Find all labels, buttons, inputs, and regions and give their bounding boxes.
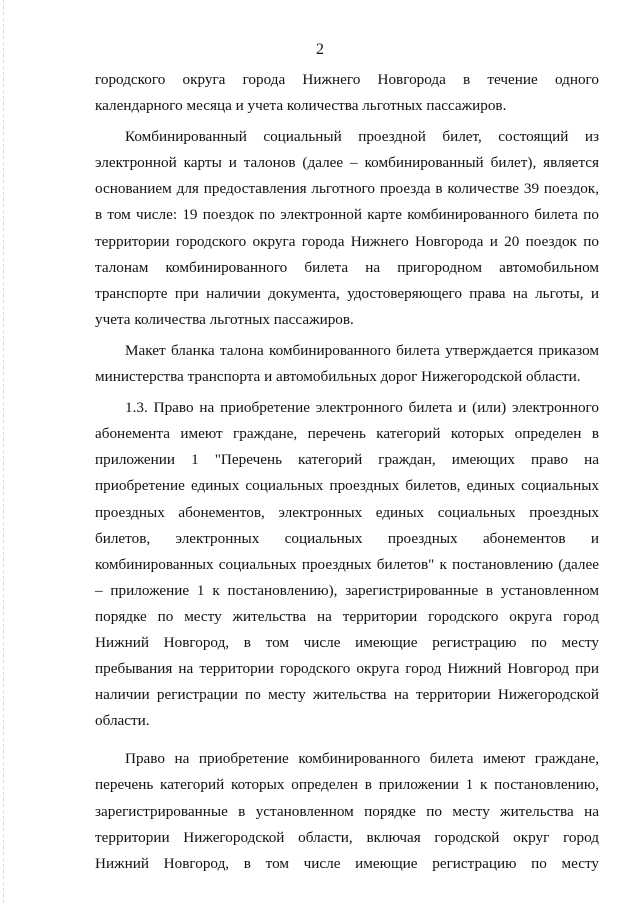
text-line: транспорте при наличии документа, удостоверяющего права на льготы, и xyxy=(95,284,599,302)
text-line: перечень категорий которых определен в приложении 1 к постановлению, xyxy=(95,776,599,794)
text-line: в том числе: 19 поездок по электронной карте комбинированного билета по xyxy=(95,206,599,224)
text-line: территории Нижегородской области, включая городской округ город xyxy=(95,828,599,846)
text-line: порядке по месту жительства на территории городского округа город xyxy=(95,607,599,625)
text-line: – приложение 1 к постановлению), зарегистрированные в установленном xyxy=(95,581,599,599)
text-line: Право на приобретение комбинированного билета имеют граждане, xyxy=(125,750,599,768)
text-line: Нижний Новгород, в том числе имеющие регистрацию по месту xyxy=(95,633,599,651)
text-line: абонемента имеют граждане, перечень категорий которых определен в xyxy=(95,425,599,443)
text-line: министерства транспорта и автомобильных дорог Нижегородской области. xyxy=(95,368,581,386)
text-line: талонам комбинированного билета на пригородном автомобильном xyxy=(95,258,599,276)
text-line: Нижний Новгород, в том числе имеющие регистрацию по месту xyxy=(95,854,599,872)
text-line: учета количества льготных пассажиров. xyxy=(95,310,354,328)
text-line: пребывания на территории городского округа город Нижний Новгород при xyxy=(95,660,599,678)
text-line: 1.3. Право на приобретение электронного билета и (или) электронного xyxy=(125,399,599,417)
text-line: городского округа города Нижнего Новгорода в течение одного xyxy=(95,71,599,88)
text-line: календарного месяца и учета количества льготных пассажиров. xyxy=(95,97,507,115)
page-number: 2 xyxy=(316,41,324,58)
text-line: области. xyxy=(95,712,150,730)
text-line: Комбинированный социальный проездной билет, состоящий из xyxy=(125,128,599,146)
paragraph xyxy=(95,67,599,119)
text-line: проездных абонементов, электронных единых социальных проездных xyxy=(95,503,599,521)
text-line: Макет бланка талона комбинированного билета утверждается приказом xyxy=(125,341,599,359)
text-line: приобретение единых социальных проездных билетов, единых социальных xyxy=(95,477,599,495)
text-line: наличии регистрации по месту жительства на территории Нижегородской xyxy=(95,686,599,704)
scan-edge-line xyxy=(3,0,4,905)
text-line: зарегистрированные в установленном порядке по месту жительства на xyxy=(95,802,599,820)
paragraph xyxy=(95,338,599,390)
text-line: основанием для предоставления льготного проезда в количестве 39 поездок, xyxy=(95,180,599,198)
document-body xyxy=(95,67,599,877)
text-line: билетов, электронных социальных проездных абонементов и xyxy=(95,529,599,547)
text-line: комбинированных социальных проездных билетов" к постановлению (далее xyxy=(95,555,599,573)
paragraph xyxy=(95,124,599,333)
paragraph xyxy=(95,395,599,734)
text-line: приложении 1 "Перечень категорий граждан, имеющих право на xyxy=(95,451,599,469)
text-line: электронной карты и талонов (далее – комбинированный билет), является xyxy=(95,154,599,172)
text-line: территории городского округа города Нижнего Новгорода и 20 поездок по xyxy=(95,232,599,250)
paragraph xyxy=(95,746,599,876)
